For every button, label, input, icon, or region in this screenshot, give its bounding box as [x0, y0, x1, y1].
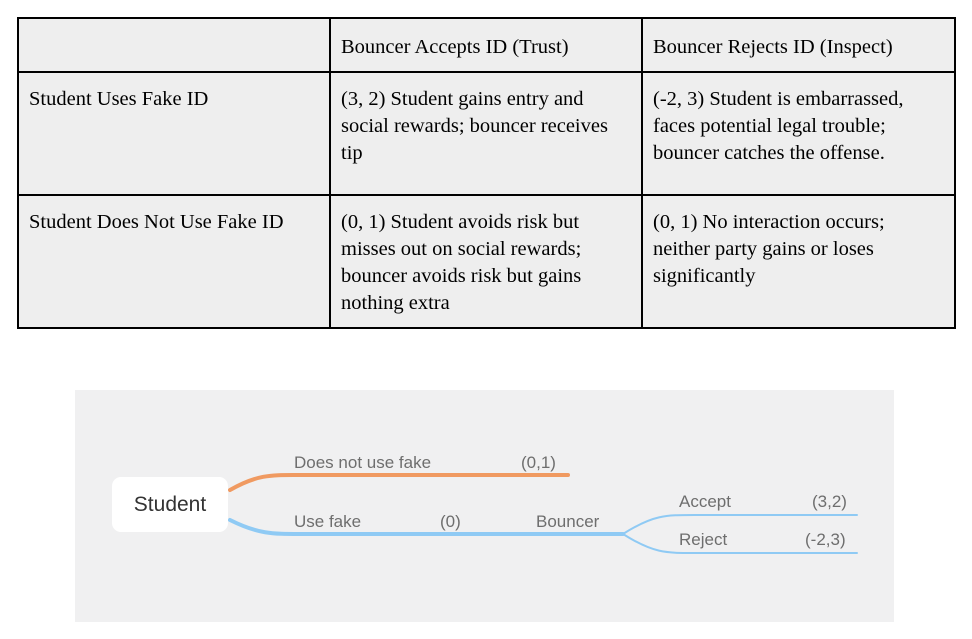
table-row: [18, 195, 955, 328]
label-reject: Reject: [679, 530, 728, 549]
payoff-use-fake: (0): [440, 512, 461, 531]
table-header-row: [18, 18, 955, 72]
payoff-accept: (3,2): [812, 492, 847, 511]
cell-uses-reject: (-2, 3) Student is embarrassed, faces potential legal trouble; bouncer catches the offense.: [642, 72, 955, 195]
game-tree-diagram: [75, 390, 894, 622]
row-label-not-use-fake-id: Student Does Not Use Fake ID: [18, 195, 330, 328]
cell-not-use-accept: (0, 1) Student avoids risk but misses out on social rewards; bouncer avoids risk but gains nothing extra: [330, 195, 642, 328]
branch-not-use-fake: [230, 475, 568, 490]
bouncer-node: Bouncer: [536, 512, 600, 531]
payoff-reject: (-2,3): [805, 530, 846, 549]
row-label-uses-fake-id: Student Uses Fake ID: [18, 72, 330, 195]
label-accept: Accept: [679, 492, 731, 511]
cell-not-use-reject: (0, 1) No interaction occurs; neither party gains or loses significantly: [642, 195, 955, 328]
header-cell-accept: Bouncer Accepts ID (Trust): [330, 18, 642, 72]
payoff-table: [17, 17, 956, 329]
student-node: Student: [112, 477, 228, 532]
header-cell-reject: Bouncer Rejects ID (Inspect): [642, 18, 955, 72]
table-row: [18, 72, 955, 195]
cell-uses-accept: (3, 2) Student gains entry and social rewards; bouncer receives tip: [330, 72, 642, 195]
header-cell-empty: [18, 18, 330, 72]
label-use-fake: Use fake: [294, 512, 362, 531]
label-does-not-use-fake: Does not use fake: [294, 453, 432, 472]
payoff-not-use-fake: (0,1): [521, 453, 556, 472]
